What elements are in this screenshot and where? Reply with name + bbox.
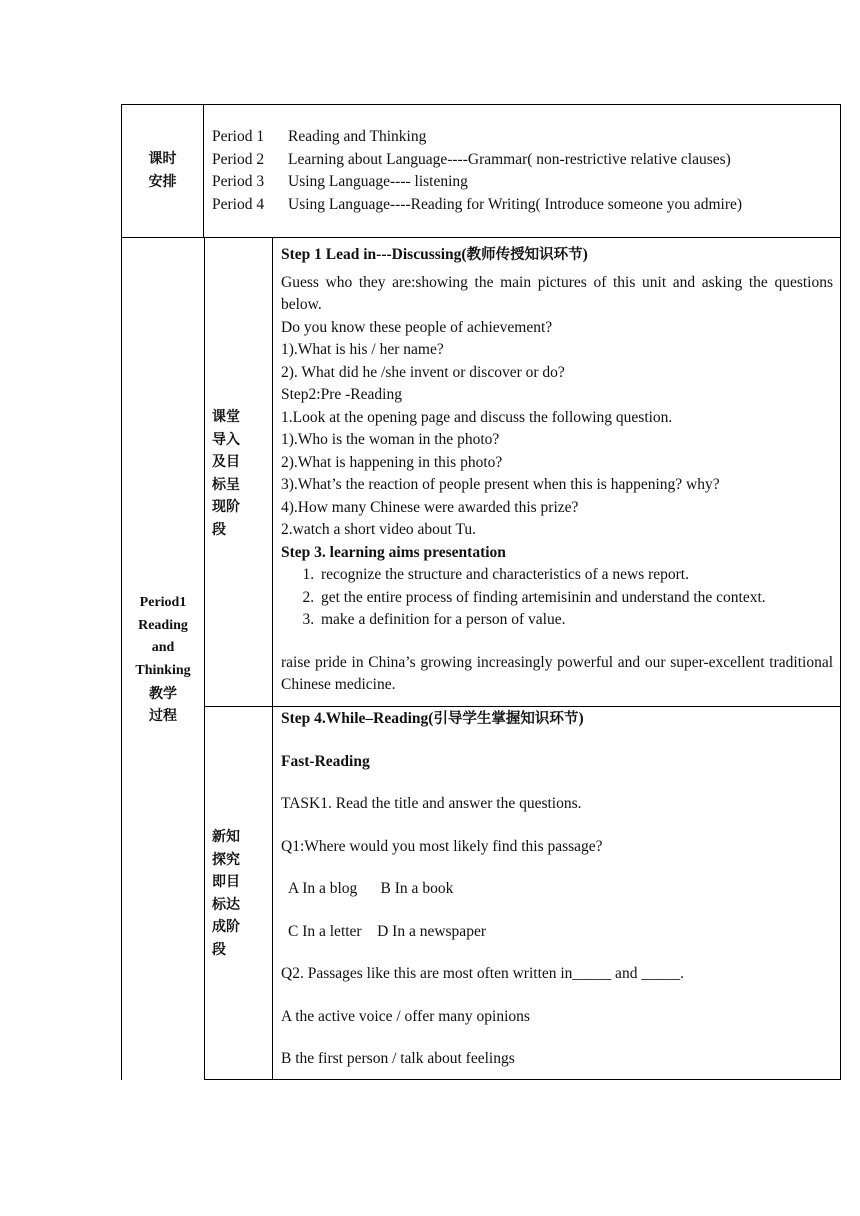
text-line: 4).How many Chinese were awarded this prize?: [281, 498, 579, 516]
pride-paragraph: raise pride in China’s growing increasingly powerful and our super-excellent traditional Chinese medicine.: [281, 653, 833, 693]
stage1-label: 课堂导入及目标呈现阶段: [212, 409, 240, 538]
grid-line: [840, 104, 841, 1080]
q2-option-b: B the first person / talk about feelings: [281, 1050, 515, 1067]
schedule-label: 课时安排: [148, 151, 177, 190]
text-line: 1.Look at the opening page and discuss the following question.: [281, 408, 673, 426]
task1-line: TASK1. Read the title and answer the questions.: [281, 795, 582, 812]
grid-line: [204, 238, 205, 1080]
step1-heading: Step 1 Lead in---Discussing(教师传授知识环节): [281, 246, 588, 263]
step3-heading: Step 3. learning aims presentation: [281, 543, 506, 561]
q1-options-ab: A In a blog B In a book: [288, 880, 454, 897]
aims-list: [281, 564, 833, 632]
process-label: [122, 592, 204, 728]
step4-heading: Step 4.While–Reading(引导学生掌握知识环节): [281, 710, 584, 727]
schedule-list: [212, 126, 832, 216]
list-item: 1. recognize the structure and characteristics of a news report.: [318, 564, 833, 587]
grid-line: [121, 237, 841, 238]
schedule-row: Period 1 Reading and Thinking: [212, 128, 427, 145]
q1-options-cd: C In a letter D In a newspaper: [288, 922, 486, 940]
schedule-row: Period 2 Learning about Language----Grammar( non-restrictive relative clauses): [212, 150, 731, 168]
q2-line: Q2. Passages like this are most often written in_____ and _____.: [281, 965, 684, 982]
text-line: 2).What is happening in this photo?: [281, 453, 503, 471]
fast-reading-heading: Fast-Reading: [281, 752, 370, 770]
grid-line: [204, 706, 841, 707]
schedule-row: Period 4 Using Language----Reading for Writing( Introduce someone you admire): [212, 195, 743, 213]
grid-line: [203, 104, 204, 237]
text-line: 2.watch a short video about Tu.: [281, 521, 477, 538]
text-line: Step2:Pre -Reading: [281, 386, 402, 403]
stage2-label: 新知探究即目标达成阶段: [212, 829, 240, 958]
text-line: Do you know these people of achievement?: [281, 318, 553, 336]
stage2-content: [281, 708, 833, 1091]
q1-line: Q1:Where would you most likely find this passage?: [281, 837, 603, 855]
grid-line: [121, 104, 841, 105]
list-item: 3. make a definition for a person of value.: [318, 609, 833, 632]
text-line: 3).What’s the reaction of people present when this is happening? why?: [281, 476, 720, 493]
process-cjk-label: 教学过程: [149, 685, 177, 725]
period-label: Period1 Reading and Thinking: [135, 595, 191, 679]
list-item: 2. get the entire process of finding artemisinin and understand the context.: [318, 587, 833, 610]
q2-option-a: A the active voice / offer many opinions: [281, 1007, 530, 1025]
stage1-content: [281, 244, 833, 697]
guess-paragraph: Guess who they are:showing the main pictures of this unit and asking the questions below.: [281, 273, 833, 313]
grid-line: [272, 238, 273, 1080]
text-line: 1).Who is the woman in the photo?: [281, 431, 500, 448]
text-line: 2). What did he /she invent or discover or do?: [281, 363, 565, 381]
text-line: 1).What is his / her name?: [281, 341, 444, 358]
schedule-row: Period 3 Using Language---- listening: [212, 173, 468, 190]
